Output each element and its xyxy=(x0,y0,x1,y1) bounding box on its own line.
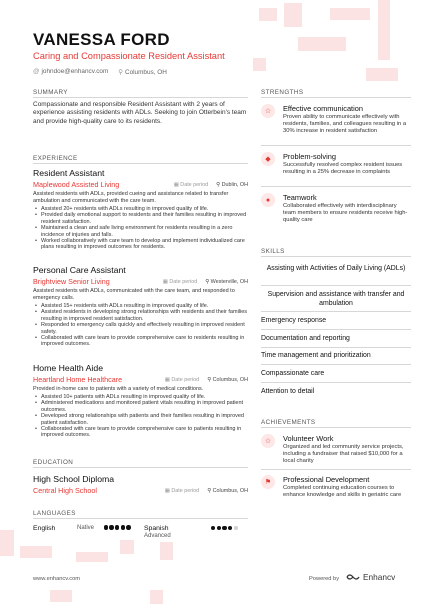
job-bullet: • Responded to emergency calls quickly and effectively resulting in improved resident safety. xyxy=(33,322,248,335)
job-entry xyxy=(33,363,248,439)
skill-item: Attention to detail xyxy=(261,388,315,395)
job-bullets xyxy=(33,394,248,439)
job-entry xyxy=(33,168,248,251)
company-name: Heartland Home Healthcare xyxy=(33,375,123,384)
decor-block xyxy=(50,590,72,602)
job-meta-line xyxy=(33,375,248,384)
achievement-title: Volunteer Work xyxy=(283,434,334,443)
calendar-icon: ▦ xyxy=(162,278,170,285)
decor-block xyxy=(284,3,302,27)
job-entry xyxy=(33,265,248,348)
achievements-heading: ACHIEVEMENTS xyxy=(261,419,316,426)
summary-heading: SUMMARY xyxy=(33,89,68,96)
job-title: Personal Care Assistant xyxy=(33,265,126,275)
job-title: Resident Assistant xyxy=(33,168,105,178)
experience-heading: EXPERIENCE xyxy=(33,155,78,162)
section-divider xyxy=(261,256,411,257)
at-icon: @ xyxy=(33,68,40,75)
footer-link[interactable]: www.enhancv.com xyxy=(33,576,80,582)
location-text: Columbus, OH xyxy=(124,69,167,76)
job-meta xyxy=(163,279,248,285)
job-bullet: • Provided daily emotional support to residents and their families resulting in improved resident satisfaction. xyxy=(33,212,248,225)
job-bullets xyxy=(33,303,248,348)
decor-block xyxy=(366,68,398,81)
achievement-description: Organized and led community service projects, including a fundraiser that raised $10,000 for a local charity xyxy=(283,444,404,464)
skill-item: Time management and prioritization xyxy=(261,352,371,359)
section-divider xyxy=(261,427,411,428)
job-bullet: • Collaborated with care team to provide comprehensive care to patients resulting in improved outcomes. xyxy=(33,426,248,439)
date-period: ▦ Date period xyxy=(164,376,200,383)
rating-dot xyxy=(211,526,215,530)
rating-dot xyxy=(234,526,238,530)
decor-block xyxy=(76,552,108,562)
item-divider xyxy=(261,329,411,330)
education-location: ⚲ Columbus, OH xyxy=(207,487,248,494)
date-period: ▦ Date period xyxy=(162,278,198,285)
location-pin-icon: ⚲ xyxy=(207,487,213,494)
shield-icon: ◆ xyxy=(261,152,275,166)
job-bullet: • Maintained a clean and safe living environment for residents resulting in a zero incidence of injuries and falls. xyxy=(33,225,248,238)
decor-block xyxy=(0,530,14,556)
strength-description: Proven ability to communicate effectively with residents, families, and colleagues resulting in a 30% increase in resident satisfaction xyxy=(283,114,407,134)
item-divider xyxy=(261,364,411,365)
strength-item xyxy=(261,152,411,176)
rating-dot xyxy=(126,525,130,529)
location-pin-icon: ⚲ xyxy=(205,278,211,285)
rating-dot xyxy=(104,525,108,529)
decor-block xyxy=(120,540,134,554)
language-rating xyxy=(211,526,238,530)
job-bullet: • Assisted residents in developing strong relationships with residents and their families resulting in improved resident satisfaction. xyxy=(33,309,248,322)
job-meta xyxy=(174,182,248,188)
item-divider xyxy=(261,311,411,312)
job-bullets xyxy=(33,206,248,251)
job-bullet: • Administered medications and monitored patient vitals resulting in improved patient outcomes. xyxy=(33,400,248,413)
item-divider xyxy=(261,145,411,146)
rating-dot xyxy=(121,525,125,529)
job-description: Assisted residents with ADLs, provided cueing and assistance related to transfer ambulation and communicated with the care team. xyxy=(33,191,229,204)
calendar-icon: ▦ xyxy=(164,487,172,494)
rating-dot xyxy=(222,526,226,530)
decor-block xyxy=(298,37,346,51)
language-level xyxy=(77,525,131,531)
decor-block xyxy=(378,0,390,60)
languages-heading: LANGUAGES xyxy=(33,510,76,517)
skills-heading: SKILLS xyxy=(261,248,285,255)
contact-line xyxy=(33,68,167,76)
language-level xyxy=(203,525,238,532)
section-divider xyxy=(33,518,248,519)
rating-dot xyxy=(228,526,232,530)
candidate-title: Caring and Compassionate Resident Assistant xyxy=(33,51,225,61)
decor-block xyxy=(259,8,277,21)
skill-item: Compassionate care xyxy=(261,370,325,377)
strength-item xyxy=(261,193,411,224)
flag-icon: ⚑ xyxy=(261,475,275,489)
skill-item: Emergency response xyxy=(261,317,327,324)
calendar-icon: ▦ xyxy=(173,181,181,188)
language-name: English xyxy=(33,525,56,532)
job-bullet: • Collaborated with care team to provide comprehensive care to residents resulting in improved outcomes. xyxy=(33,335,248,348)
education-meta-line xyxy=(33,486,248,495)
degree-title: High School Diploma xyxy=(33,474,115,484)
achievement-description: Completed continuing education courses to enhance knowledge and skills in geriatric care xyxy=(283,485,402,498)
item-divider xyxy=(261,469,411,470)
item-divider xyxy=(261,347,411,348)
location-pin-icon: ⚲ xyxy=(207,376,213,383)
strength-title: Effective communication xyxy=(283,104,363,113)
language-level-text: Advanced xyxy=(144,533,171,539)
calendar-icon: ▦ xyxy=(164,376,172,383)
achievement-title: Professional Development xyxy=(283,475,370,484)
education-meta xyxy=(165,488,248,494)
company-name: Brightview Senior Living xyxy=(33,277,110,286)
section-divider xyxy=(33,163,248,164)
language-item xyxy=(144,525,171,539)
strength-description: Collaborated effectively with interdisciplinary team members to ensure residents receive high-quality care xyxy=(283,203,408,223)
skill-item: Documentation and reporting xyxy=(261,335,350,342)
candidate-name: VANESSA FORD xyxy=(33,30,170,49)
location-pin-icon: ⚲ xyxy=(118,69,123,76)
job-bullet: • Worked collaboratively with care team to develop and implement individualized care plans resulting in improved outcomes for residents. xyxy=(33,238,248,251)
star-icon: ☆ xyxy=(261,104,275,118)
job-bullet: • Assisted 10+ patients with ADLs resulting in improved quality of life. xyxy=(33,394,248,400)
date-period: ▦ Date period xyxy=(164,487,200,494)
summary-text: Compassionate and responsible Resident Assistant with 2 years of experience assisting residents with ADLs. Seeking to join Otterbein's team and provide high-quality care to its residents. xyxy=(33,101,247,125)
job-location: ⚲ Dublin, OH xyxy=(216,181,248,188)
job-bullet: • Developed strong relationships with patients and their families resulting in improved patient satisfaction. xyxy=(33,413,248,426)
language-item xyxy=(33,525,55,532)
strength-title: Problem-solving xyxy=(283,152,336,161)
language-level-text: Native xyxy=(77,525,95,531)
language-rating xyxy=(104,525,131,529)
strengths-heading: STRENGTHS xyxy=(261,89,304,96)
strength-description: Successfully resolved complex resident issues resulting in a 25% decrease in complaints xyxy=(283,162,403,175)
job-description: Assisted residents with ADLs, communicated with the care team, and responded to emergency calls. xyxy=(33,288,235,301)
job-meta-line xyxy=(33,277,248,286)
decor-block xyxy=(160,542,173,560)
job-bullet: • Assisted 15+ residents with ADLs resulting in improved quality of life. xyxy=(33,303,248,309)
item-divider xyxy=(261,186,411,187)
rating-dot xyxy=(109,525,113,529)
section-divider xyxy=(33,467,248,468)
decor-block xyxy=(150,590,163,604)
job-location: ⚲ Columbus, OH xyxy=(207,376,248,383)
job-location: ⚲ Westerville, OH xyxy=(205,278,248,285)
education-heading: EDUCATION xyxy=(33,459,74,466)
skill-item: Supervision and assistance with transfer and ambulation xyxy=(267,291,405,307)
brand-logo[interactable] xyxy=(346,572,395,582)
company-name: Maplewood Assisted Living xyxy=(33,180,120,189)
education-entry xyxy=(33,474,248,495)
skill-item: Assisting with Activities of Daily Living (ADLs) xyxy=(266,265,406,272)
job-bullet: • Assisted 20+ residents with ADLs resulting in improved quality of life. xyxy=(33,206,248,212)
job-title: Home Health Aide xyxy=(33,363,104,373)
brand-name: Enhancv xyxy=(363,572,396,582)
language-name: Spanish xyxy=(144,525,169,532)
strength-item xyxy=(261,104,411,135)
decor-block xyxy=(330,8,370,20)
job-meta-line xyxy=(33,180,248,189)
section-divider xyxy=(33,97,248,98)
rating-dot xyxy=(115,525,119,529)
decor-block xyxy=(253,58,266,71)
item-divider xyxy=(261,285,411,286)
location-item xyxy=(118,68,167,76)
strength-title: Teamwork xyxy=(283,193,317,202)
achievement-item xyxy=(261,475,411,499)
rating-dot xyxy=(217,526,221,530)
date-period: ▦ Date period xyxy=(173,181,209,188)
star-icon: ☆ xyxy=(261,434,275,448)
email-text: johndoe@enhancv.com xyxy=(41,68,109,75)
achievement-item xyxy=(261,434,411,465)
people-icon: ● xyxy=(261,193,275,207)
job-description: Provided in-home care to patients with a variety of medical conditions. xyxy=(33,386,204,392)
location-pin-icon: ⚲ xyxy=(216,181,222,188)
job-meta xyxy=(165,377,248,383)
decor-block xyxy=(20,546,52,558)
school-name: Central High School xyxy=(33,486,97,495)
enhancv-logo-icon xyxy=(346,573,360,581)
email-item[interactable] xyxy=(33,68,108,76)
powered-by-text: Powered by xyxy=(309,576,340,582)
item-divider xyxy=(261,382,411,383)
section-divider xyxy=(261,97,411,98)
